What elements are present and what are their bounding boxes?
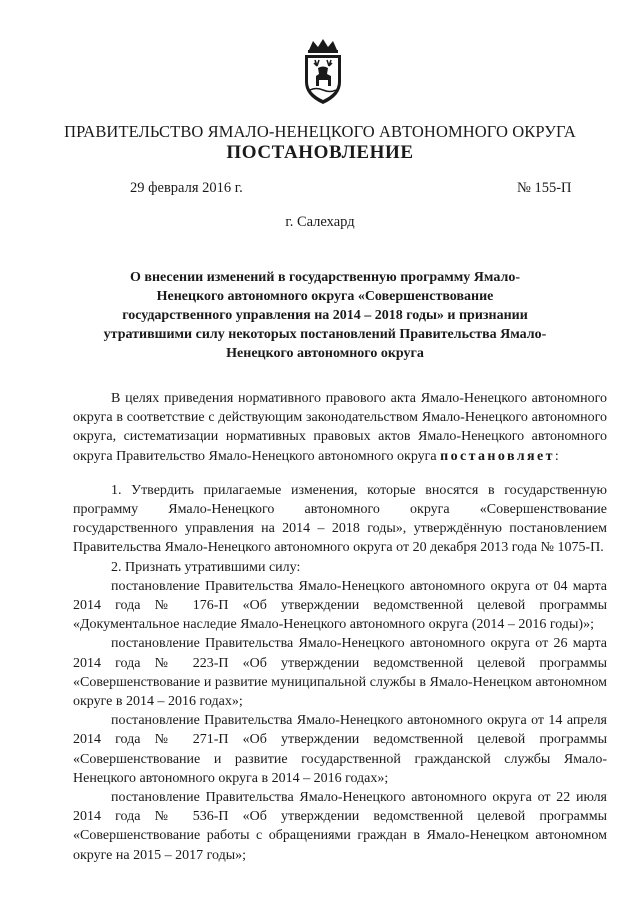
item-paragraph: постановление Правительства Ямало-Ненецкого автономного округа от 14 апреля 2014 года № 271-П «Об утверждении ведомственной целевой программы «Совершенствование и развитие государственной гражданской службы Ямало-Ненецкого автономного округа в 2014 – 2016 годах»;	[73, 713, 607, 786]
preamble-paragraph	[73, 389, 607, 466]
document-date: 29 февраля 2016 г.	[130, 180, 243, 196]
document-city: г. Салехард	[285, 214, 355, 230]
document-type: ПОСТАНОВЛЕНИЕ	[226, 142, 414, 163]
item-paragraph: 2. Признать утратившими силу:	[111, 559, 301, 575]
document-title: О внесении изменений в государственную программу Ямало-Ненецкого автономного округа «Совершенствование государственного управления на 2014 – 2018 годы» и признании утратившими силу некоторых постановлений Правительства Ямало-Ненецкого автономного округа	[103, 270, 547, 361]
document-body	[73, 389, 607, 865]
organization-name: ПРАВИТЕЛЬСТВО ЯМАЛО-НЕНЕЦКОГО АВТОНОМНОГО ОКРУГА	[64, 122, 576, 141]
decree-word: постановляет	[440, 448, 555, 464]
preamble-text: В целях приведения нормативного правового акта Ямало-Ненецкого автономного округа в соответствие с действующим законодательством Ямало-Ненецкого автономного округа, систематизации нормативных правовых актов Ямало-Ненецкого автономного округа Правительство Ямало-Ненецкого автономного округа	[73, 391, 607, 464]
item-paragraph: постановление Правительства Ямало-Ненецкого автономного округа от 04 марта 2014 года № 176-П «Об утверждении ведомственной целевой программы «Документальное наследие Ямало-Ненецкого автономного округа (2014 – 2016 годы)»;	[73, 578, 607, 633]
coat-of-arms-emblem	[297, 38, 349, 106]
item-paragraph: постановление Правительства Ямало-Ненецкого автономного округа от 22 июля 2014 года № 536-П «Об утверждении ведомственной целевой программы «Совершенствование работы с обращениями граждан в Ямало-Ненецком автономном округе на 2015 – 2017 годы»;	[73, 790, 607, 863]
item-paragraph: 1. Утвердить прилагаемые изменения, которые вносятся в государственную программу Ямало-Ненецкого автономного округа «Совершенствование государственного управления на 2014 – 2018 годы», утверждённую постановлением Правительства Ямало-Ненецкого автономного округа от 20 декабря 2013 года № 1075-П.	[73, 482, 607, 556]
document-number: № 155-П	[517, 180, 572, 196]
decree-colon: :	[554, 448, 559, 464]
item-paragraph: постановление Правительства Ямало-Ненецкого автономного округа от 26 марта 2014 года № 223-П «Об утверждении ведомственной целевой программы «Совершенствование и развитие муниципальной службы в Ямало-Ненецком автономном округе в 2014 – 2016 годах»;	[73, 636, 607, 710]
